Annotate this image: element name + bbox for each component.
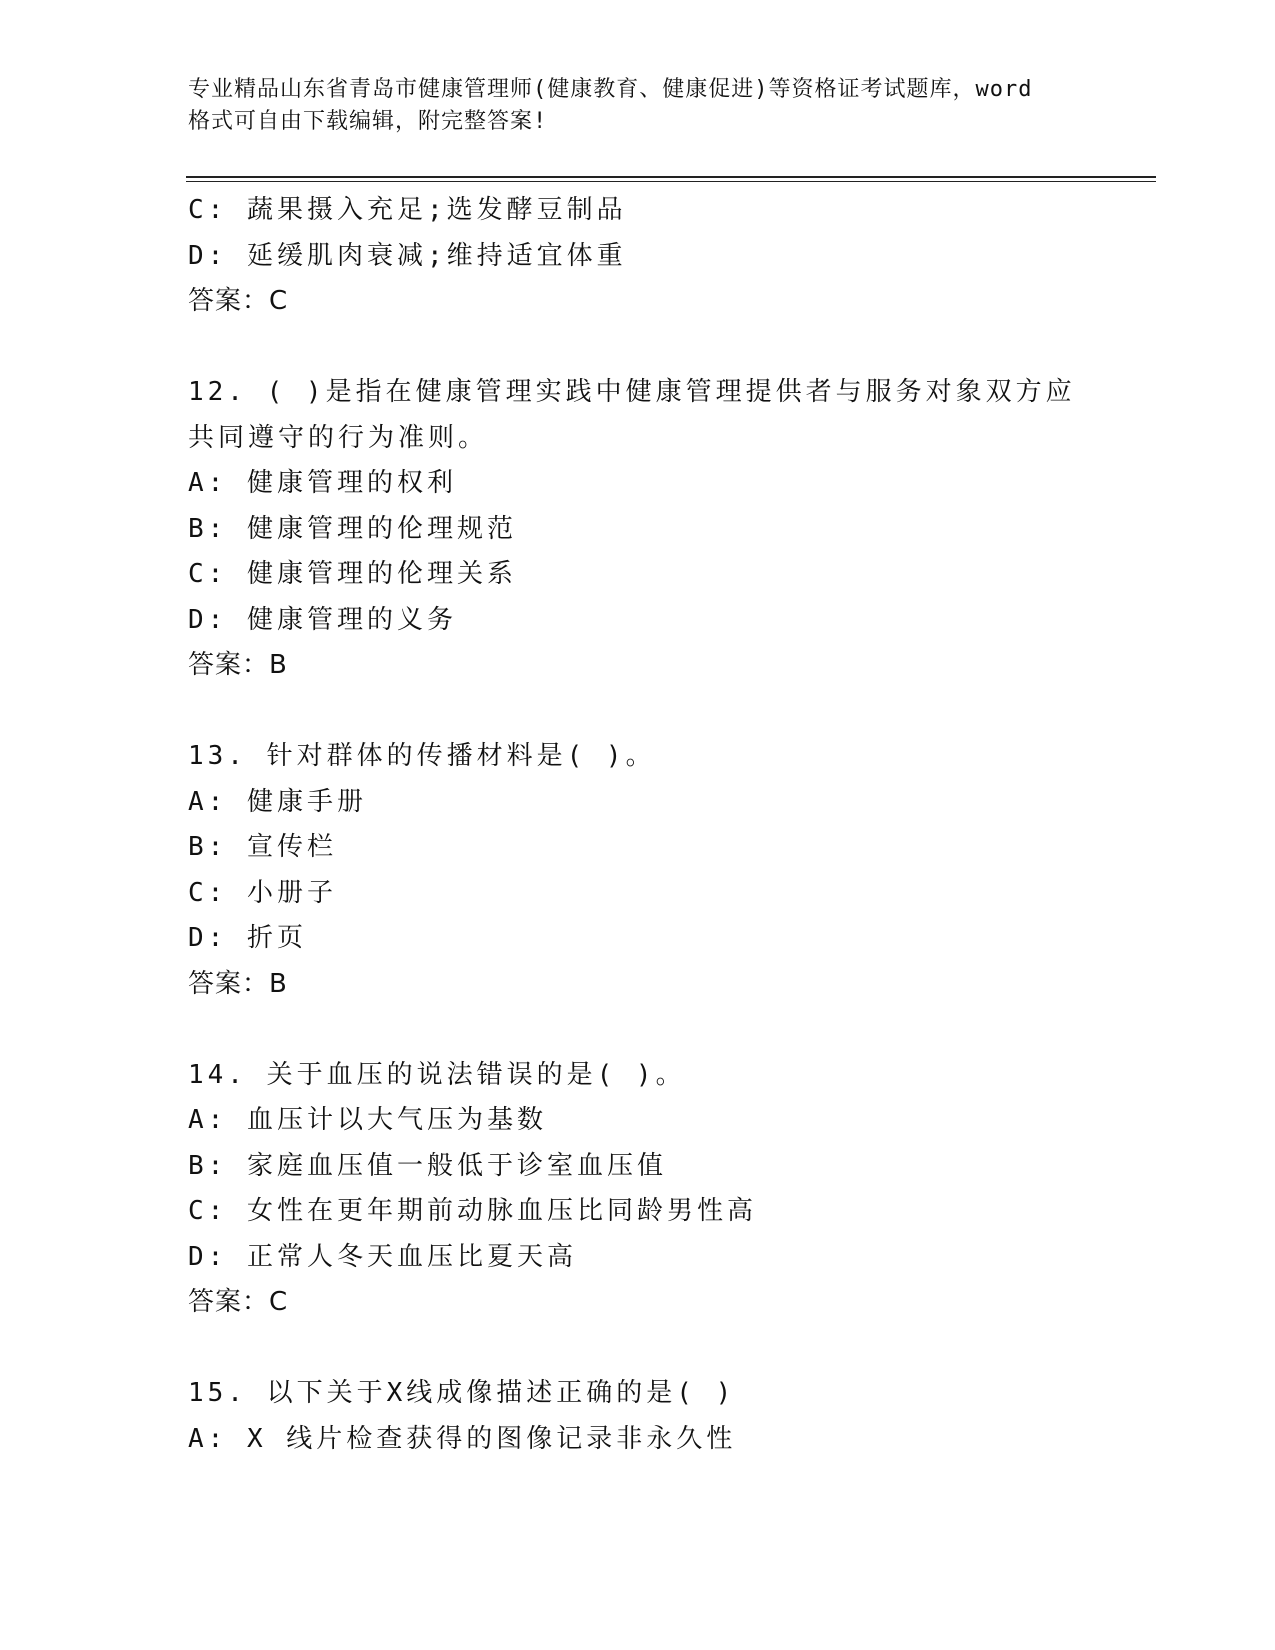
option-d: D: 健康管理的义务 [188, 604, 457, 635]
option-c: C: 女性在更年期前动脉血压比同龄男性高 [188, 1196, 757, 1226]
option-a: A: X 线片检查获得的图像记录非永久性 [188, 1423, 737, 1454]
header-line-2: 格式可自由下载编辑，附完整答案! [188, 109, 548, 134]
option-a: A: 健康管理的权利 [188, 468, 457, 498]
option-c: C: 小册子 [188, 877, 337, 908]
option-d: D: 折页 [188, 923, 307, 953]
answer-line: 答案：B [188, 650, 288, 680]
spacer [188, 1326, 1088, 1372]
header-divider-thick [186, 176, 1156, 178]
option-a: A: 血压计以大气压为基数 [188, 1105, 547, 1135]
question-stem: 14. 关于血压的说法错误的是( )。 [188, 1059, 686, 1090]
option-b: B: 家庭血压值一般低于诊室血压值 [188, 1150, 667, 1181]
option-d: D: 正常人冬天血压比夏天高 [188, 1241, 577, 1272]
spacer [188, 1007, 1088, 1053]
option-b: B: 健康管理的伦理规范 [188, 513, 517, 544]
answer-line: 答案：B [188, 968, 288, 999]
question-stem: 12. ( )是指在健康管理实践中健康管理提供者与服务对象双方应 [188, 377, 1076, 407]
option-c: C: 健康管理的伦理关系 [188, 559, 517, 589]
header-divider-thin [186, 181, 1156, 182]
page-header [188, 74, 1088, 138]
header-line-1: 专业精品山东省青岛市健康管理师(健康教育、健康促进)等资格证考试题库，word [188, 77, 1033, 102]
answer-line: 答案：C [188, 286, 289, 316]
option-a: A: 健康手册 [188, 786, 367, 817]
option-c: C: 蔬果摄入充足;选发酵豆制品 [188, 195, 627, 225]
option-d: D: 延缓肌肉衰减;维持适宜体重 [188, 240, 627, 271]
spacer [188, 325, 1088, 371]
question-stem: 13. 针对群体的传播材料是( )。 [188, 741, 656, 771]
spacer [188, 689, 1088, 735]
answer-line: 答案：C [188, 1287, 289, 1317]
question-stem: 15. 以下关于X线成像描述正确的是( ) [188, 1378, 736, 1408]
question-stem-continued: 共同遵守的行为准则。 [188, 422, 489, 453]
question-content [188, 188, 1088, 1462]
option-b: B: 宣传栏 [188, 832, 337, 862]
